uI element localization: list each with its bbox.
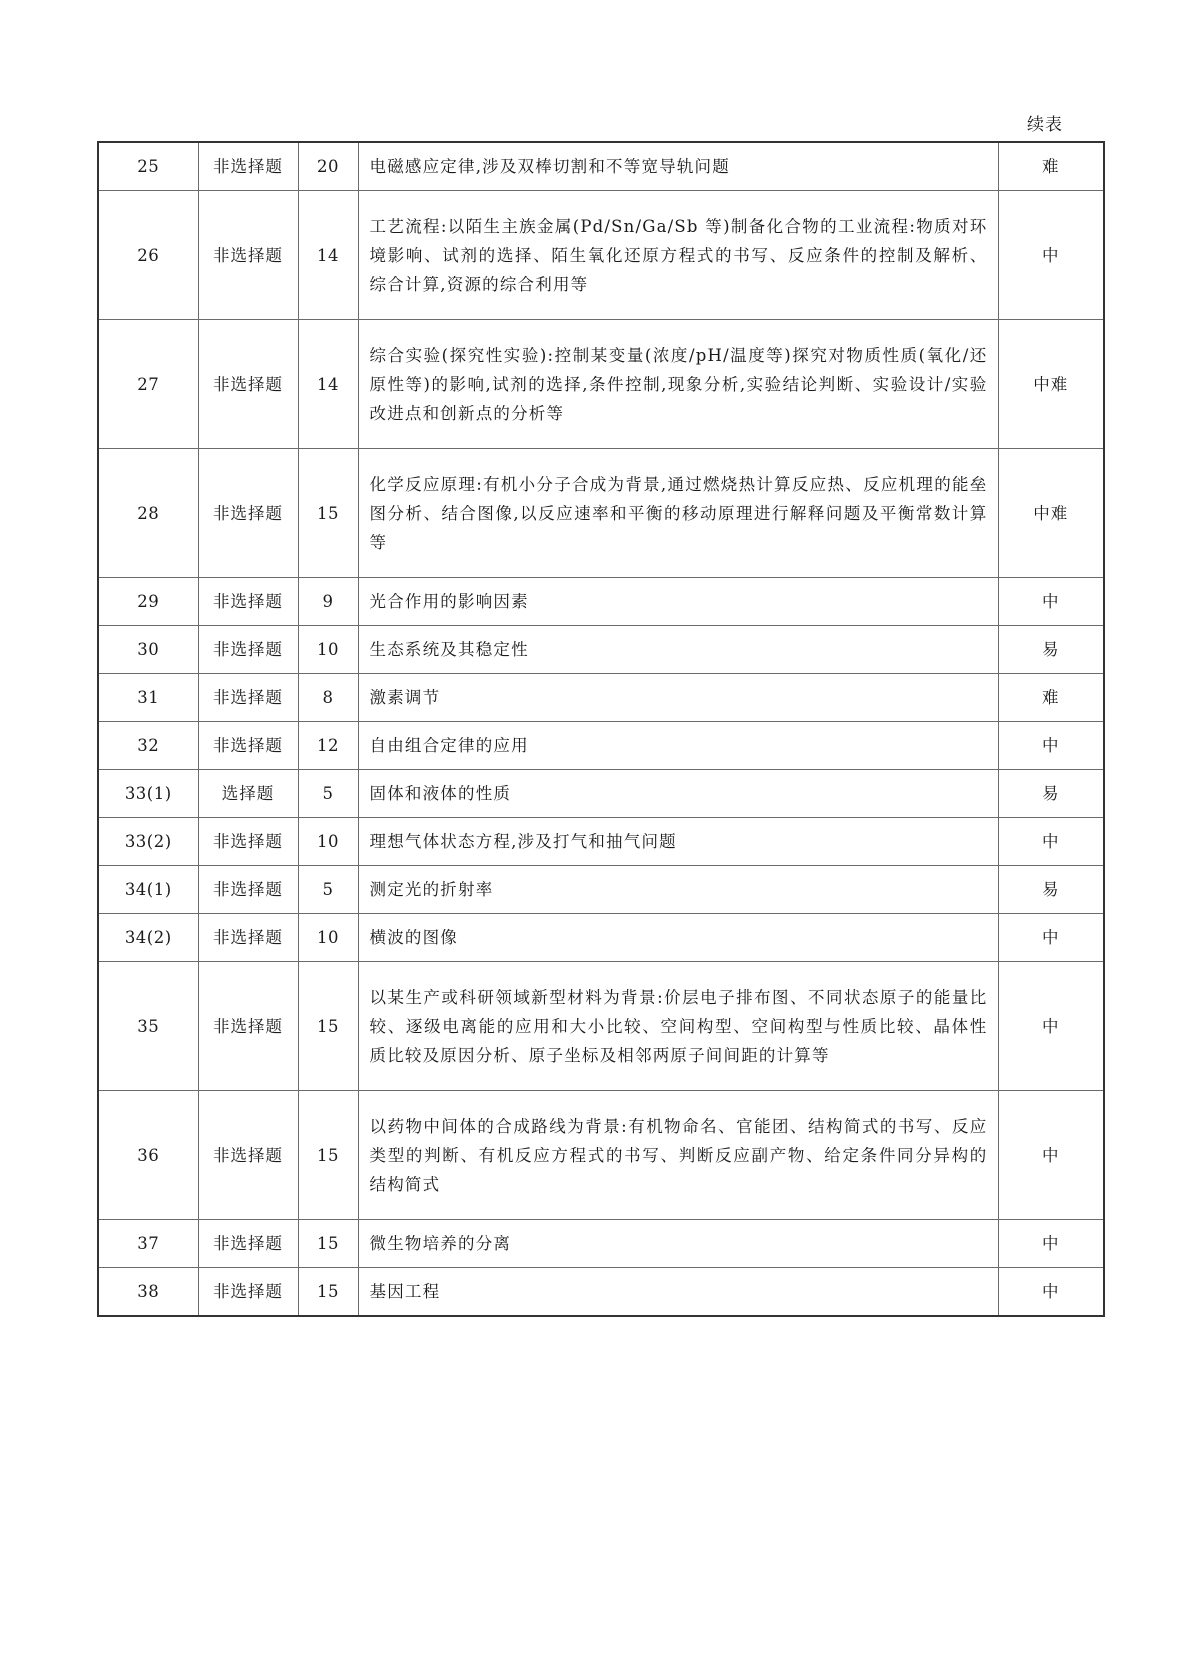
table-row <box>98 1091 1104 1220</box>
difficulty-level: 易 <box>998 770 1104 818</box>
difficulty-level: 中 <box>998 1220 1104 1268</box>
question-content: 化学反应原理:有机小分子合成为背景,通过燃烧热计算反应热、反应机理的能垒图分析、结合图像,以反应速率和平衡的移动原理进行解释问题及平衡常数计算等 <box>358 449 998 578</box>
question-score: 8 <box>298 674 358 722</box>
question-number: 26 <box>98 191 198 320</box>
exam-analysis-table <box>97 141 1105 1317</box>
question-score: 10 <box>298 818 358 866</box>
question-score: 15 <box>298 1220 358 1268</box>
question-number: 37 <box>98 1220 198 1268</box>
difficulty-level: 难 <box>998 674 1104 722</box>
question-number: 32 <box>98 722 198 770</box>
difficulty-level: 易 <box>998 866 1104 914</box>
table-row <box>98 674 1104 722</box>
table-row <box>98 1268 1104 1317</box>
difficulty-level: 难 <box>998 142 1104 191</box>
question-content: 激素调节 <box>358 674 998 722</box>
table-caption: 续表 <box>1027 115 1063 135</box>
question-content: 基因工程 <box>358 1268 998 1317</box>
question-score: 10 <box>298 914 358 962</box>
difficulty-level: 中 <box>998 578 1104 626</box>
question-type: 非选择题 <box>198 818 298 866</box>
question-content: 电磁感应定律,涉及双棒切割和不等宽导轨问题 <box>358 142 998 191</box>
question-type: 非选择题 <box>198 1220 298 1268</box>
question-score: 14 <box>298 191 358 320</box>
question-content: 综合实验(探究性实验):控制某变量(浓度/pH/温度等)探究对物质性质(氧化/还原性等)的影响,试剂的选择,条件控制,现象分析,实验结论判断、实验设计/实验改进点和创新点的分析等 <box>358 320 998 449</box>
question-score: 5 <box>298 770 358 818</box>
table-row <box>98 962 1104 1091</box>
question-type: 非选择题 <box>198 626 298 674</box>
question-number: 33(1) <box>98 770 198 818</box>
table-row <box>98 449 1104 578</box>
question-content: 横波的图像 <box>358 914 998 962</box>
question-score: 10 <box>298 626 358 674</box>
difficulty-level: 中 <box>998 1091 1104 1220</box>
question-type: 非选择题 <box>198 962 298 1091</box>
question-content: 自由组合定律的应用 <box>358 722 998 770</box>
difficulty-level: 中 <box>998 1268 1104 1317</box>
question-score: 20 <box>298 142 358 191</box>
question-type: 非选择题 <box>198 449 298 578</box>
question-number: 33(2) <box>98 818 198 866</box>
question-type: 非选择题 <box>198 578 298 626</box>
difficulty-level: 中难 <box>998 449 1104 578</box>
difficulty-level: 中 <box>998 914 1104 962</box>
question-number: 35 <box>98 962 198 1091</box>
table-row <box>98 866 1104 914</box>
question-content: 生态系统及其稳定性 <box>358 626 998 674</box>
question-type: 非选择题 <box>198 674 298 722</box>
question-content: 以某生产或科研领域新型材料为背景:价层电子排布图、不同状态原子的能量比较、逐级电离能的应用和大小比较、空间构型、空间构型与性质比较、晶体性质比较及原因分析、原子坐标及相邻两原子间间距的计算等 <box>358 962 998 1091</box>
question-content: 以药物中间体的合成路线为背景:有机物命名、官能团、结构简式的书写、反应类型的判断、有机反应方程式的书写、判断反应副产物、给定条件同分异构的结构简式 <box>358 1091 998 1220</box>
table-row <box>98 770 1104 818</box>
question-type: 非选择题 <box>198 866 298 914</box>
difficulty-level: 中 <box>998 722 1104 770</box>
question-number: 31 <box>98 674 198 722</box>
question-content: 固体和液体的性质 <box>358 770 998 818</box>
question-score: 14 <box>298 320 358 449</box>
table-row <box>98 1220 1104 1268</box>
question-type: 非选择题 <box>198 914 298 962</box>
question-number: 34(1) <box>98 866 198 914</box>
question-number: 28 <box>98 449 198 578</box>
question-score: 9 <box>298 578 358 626</box>
question-content: 光合作用的影响因素 <box>358 578 998 626</box>
difficulty-level: 中 <box>998 191 1104 320</box>
question-number: 27 <box>98 320 198 449</box>
question-type: 非选择题 <box>198 722 298 770</box>
question-type: 选择题 <box>198 770 298 818</box>
table-row <box>98 191 1104 320</box>
table-row <box>98 626 1104 674</box>
question-type: 非选择题 <box>198 1091 298 1220</box>
table-row <box>98 722 1104 770</box>
question-content: 测定光的折射率 <box>358 866 998 914</box>
question-score: 15 <box>298 1268 358 1317</box>
table-row <box>98 320 1104 449</box>
question-number: 25 <box>98 142 198 191</box>
question-score: 15 <box>298 449 358 578</box>
table-row <box>98 142 1104 191</box>
question-score: 12 <box>298 722 358 770</box>
table-row <box>98 914 1104 962</box>
question-content: 理想气体状态方程,涉及打气和抽气问题 <box>358 818 998 866</box>
question-number: 34(2) <box>98 914 198 962</box>
question-type: 非选择题 <box>198 142 298 191</box>
question-number: 30 <box>98 626 198 674</box>
question-content: 微生物培养的分离 <box>358 1220 998 1268</box>
question-type: 非选择题 <box>198 191 298 320</box>
difficulty-level: 易 <box>998 626 1104 674</box>
difficulty-level: 中 <box>998 962 1104 1091</box>
question-type: 非选择题 <box>198 320 298 449</box>
table-row <box>98 578 1104 626</box>
question-score: 15 <box>298 962 358 1091</box>
table-row <box>98 818 1104 866</box>
question-number: 29 <box>98 578 198 626</box>
question-number: 36 <box>98 1091 198 1220</box>
question-score: 5 <box>298 866 358 914</box>
question-number: 38 <box>98 1268 198 1317</box>
difficulty-level: 中难 <box>998 320 1104 449</box>
question-content: 工艺流程:以陌生主族金属(Pd/Sn/Ga/Sb 等)制备化合物的工业流程:物质对环境影响、试剂的选择、陌生氧化还原方程式的书写、反应条件的控制及解析、综合计算,资源的综合利用等 <box>358 191 998 320</box>
question-score: 15 <box>298 1091 358 1220</box>
difficulty-level: 中 <box>998 818 1104 866</box>
question-type: 非选择题 <box>198 1268 298 1317</box>
